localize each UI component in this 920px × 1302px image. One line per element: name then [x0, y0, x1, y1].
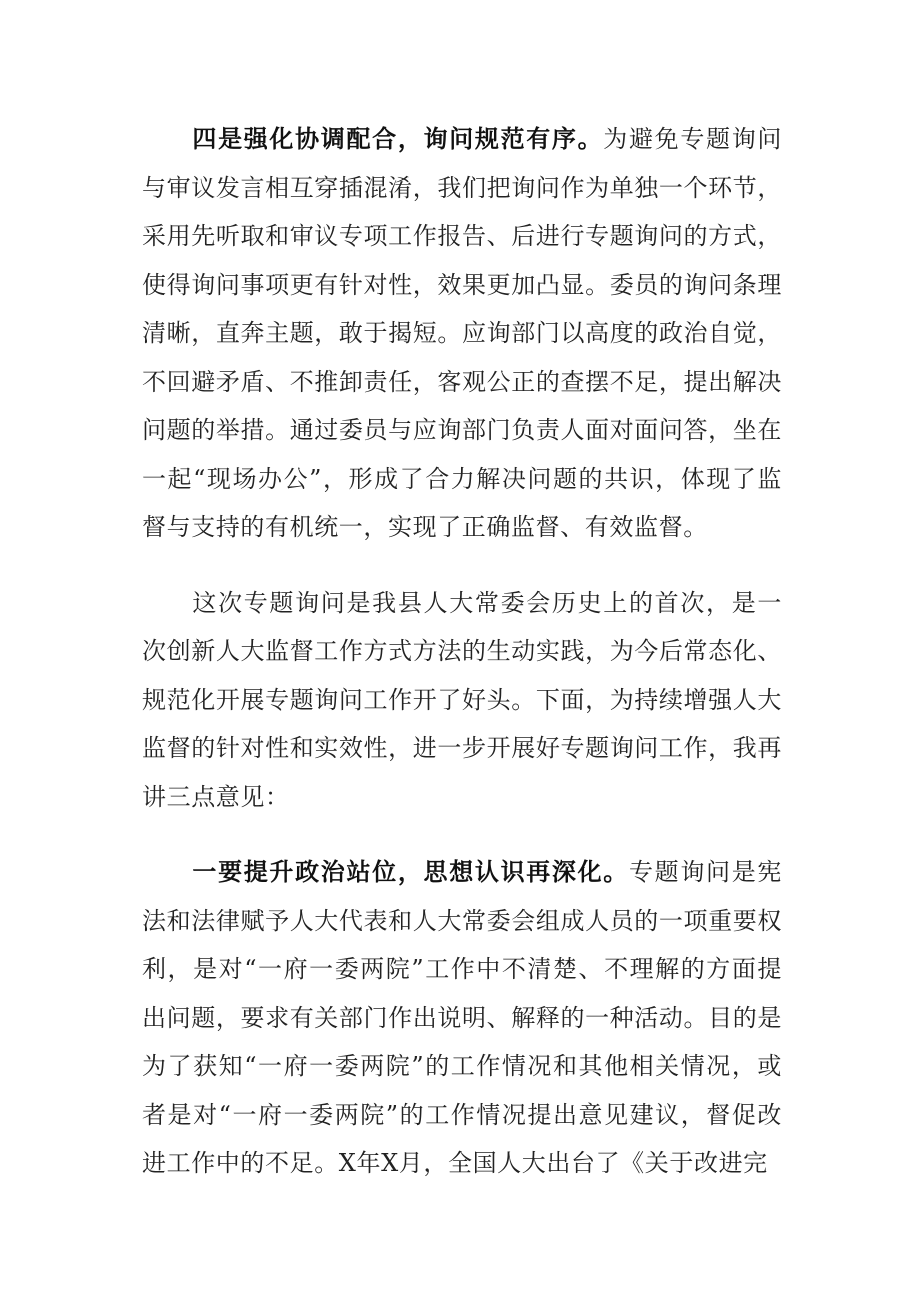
paragraph-lead-heading: 一要提升政治站位，思想认识再深化。	[192, 858, 629, 886]
paragraph-body-text: 为避免专题询问与审议发言相互穿插混淆，我们把询问作为单独一个环节，采用先听取和审议专项工作报告、后进行专题询问的方式，使得询问事项更有针对性，效果更加凸显。委员的询问条理清晰，直奔主题，敢于揭短。应询部门以高度的政治自觉，不回避矛盾、不推卸责任，客观公正的查摆不足，提出解决问题的举措。通过委员与应询部门负责人面对面问答，坐在一起“现场办公”，形成了合力解决问题的共识，体现了监督与支持的有机统一，实现了正确监督、有效监督。	[142, 125, 782, 541]
paragraph-first-inquiry	[142, 579, 782, 822]
document-body	[142, 115, 782, 1188]
paragraph-one-political-stance	[142, 848, 782, 1188]
paragraph-body-text: 专题询问是宪法和法律赋予人大代表和人大常委会组成人员的一项重要权利，是对“一府一委两院”工作中不清楚、不理解的方面提出问题，要求有关部门作出说明、解释的一种活动。目的是为了获知“一府一委两院”的工作情况和其他相关情况，或者是对“一府一委两院”的工作情况提出意见建议，督促改进工作中的不足。X年X月，全国人大出台了《关于改进完	[142, 858, 782, 1177]
paragraph-body-text: 这次专题询问是我县人大常委会历史上的首次，是一次创新人大监督工作方式方法的生动实践，为今后常态化、规范化开展专题询问工作开了好头。下面，为持续增强人大监督的针对性和实效性，进一步开展好专题询问工作，我再讲三点意见：	[142, 588, 782, 811]
paragraph-lead-heading: 四是强化协调配合，询问规范有序。	[192, 125, 604, 153]
paragraph-four-coordination	[142, 115, 782, 552]
